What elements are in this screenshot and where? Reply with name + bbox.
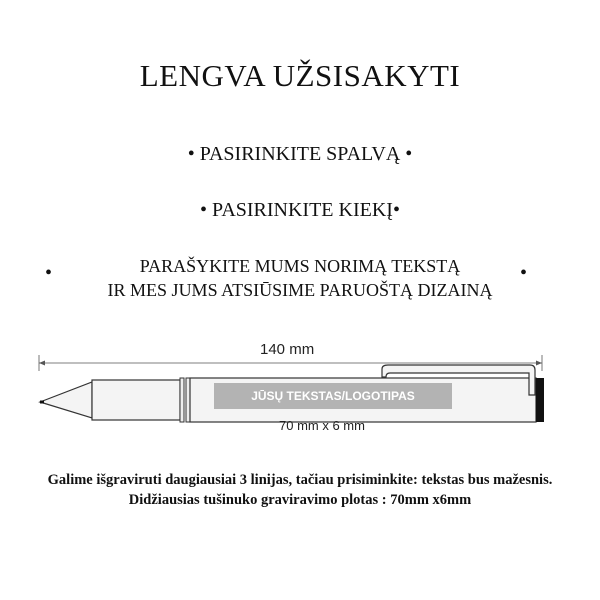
pen-tip-cone <box>40 382 92 418</box>
step-text-line-2: IR MES JUMS ATSIŪSIME PARUOŠTĄ DIZAINĄ <box>107 280 493 300</box>
engraving-area-text: JŪSŲ TEKSTAS/LOGOTIPAS <box>251 389 415 403</box>
step-text-line-1: PARAŠYKITE MUMS NORIMĄ TEKSTĄ <box>139 256 461 276</box>
bullet-right: • <box>520 262 528 284</box>
pen-end-cap <box>536 378 544 422</box>
pen-grip <box>92 380 180 420</box>
engraving-area-size-label: 70 mm x 6 mm <box>279 418 365 433</box>
pen-ring-1 <box>180 378 184 422</box>
page-title: LENGVA UŽSISAKYTI <box>139 58 461 93</box>
pen-length-label: 140 mm <box>260 341 315 358</box>
step-choose-quantity: • PASIRINKITE KIEKĮ• <box>200 199 400 221</box>
pen-illustration <box>30 335 570 445</box>
note-line-2: Didžiausias tušinuko graviravimo plotas : 70mm x6mm <box>128 492 472 508</box>
note-line-1: Galime išgraviruti daugiausiai 3 linijas, tačiau prisiminkite: tekstas bus mažesnis. <box>47 472 553 488</box>
dimension-arrow-right <box>536 361 542 366</box>
dimension-arrow-left <box>39 361 45 366</box>
step-choose-color: • PASIRINKITE SPALVĄ • <box>187 143 413 165</box>
bullet-left: • <box>45 262 53 284</box>
